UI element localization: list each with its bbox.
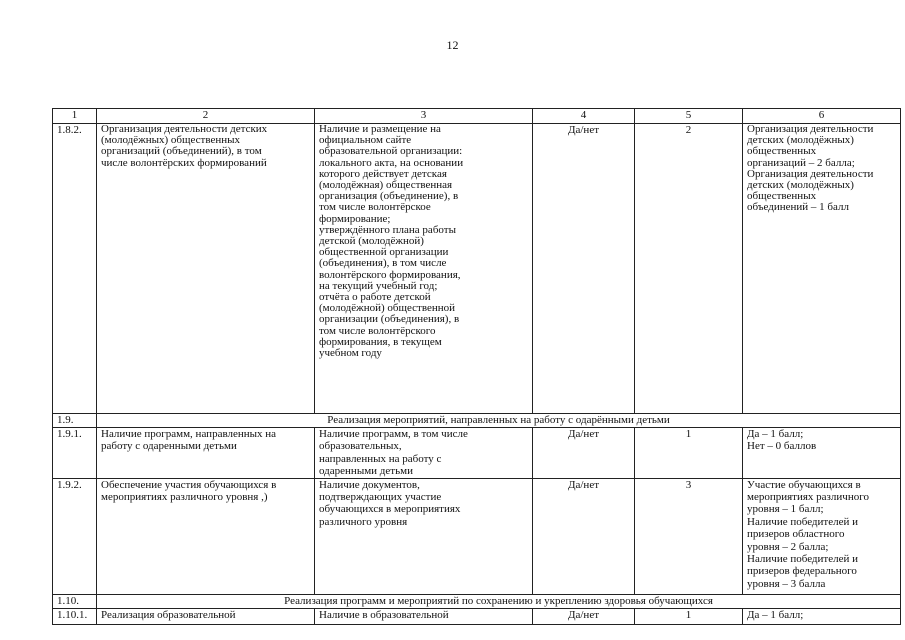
evidence-cell-line: локального акта, на основании [319,156,464,169]
item-number: 1.9.2. [53,478,97,594]
evidence-cell-line: организация (объединение), в [319,190,459,203]
criteria-cell-line: общественных [747,190,817,203]
section-title: Реализация мероприятий, направленных на работу с одарёнными детьми [97,414,901,428]
evidence-cell-line: Наличие в образовательной [319,608,449,621]
table-row [53,428,901,479]
section-number: 1.9. [53,414,97,428]
evidence-cell-line: различного уровня [319,515,408,528]
evidence-cell-line: официальном сайте [319,134,412,147]
criteria-cell-line: уровня – 1 балл; [747,503,824,516]
evidence-cell-line: направленных на работу с [319,452,442,465]
criteria-cell-line: организаций – 2 балла; [747,156,855,169]
indicator-cell-line: числе волонтёрских формирований [101,156,267,169]
evidence-cell-line: одаренными детьми [319,465,413,478]
indicator-cell-line: организаций (объединений), в том [101,145,262,158]
evidence-cell-line: утверждённого плана работы [319,223,456,236]
criteria-cell-line: Нет – 0 баллов [747,440,817,453]
indicator-cell-line: Реализация образовательной [101,608,236,621]
criteria-cell-line: уровня – 3 балла [747,577,826,590]
evidence-cell-line: образовательной организации: [319,145,463,158]
evidence-cell-line: (молодёжная) общественная [319,179,453,192]
header-cell: 5 [635,109,743,124]
evidence-cell-line: (молодёжной) общественной [319,302,456,315]
criteria-cell-line: Организация деятельности [747,123,874,135]
evidence-cell [315,478,533,594]
item-number: 1.10.1. [53,608,97,624]
table-row [53,608,901,624]
evidence-cell-line: обучающихся в мероприятиях [319,503,461,516]
evidence-cell-line: (объединения), в том числе [319,257,447,270]
criteria-cell-line: уровня – 2 балла; [747,540,829,553]
indicator-cell [97,124,315,414]
item-number: 1.9.1. [53,428,97,479]
evidence-cell-line: учебном году [319,347,382,360]
evidence-cell-line: формирования, в текущем [319,335,442,348]
criteria-cell [743,124,901,414]
criteria-cell-line: общественных [747,145,817,158]
section-row [53,414,901,428]
indicator-cell [97,428,315,479]
evidence-cell-line: которого действует детская [319,167,447,180]
section-row [53,594,901,608]
criteria-cell-line: Да – 1 балл; [747,428,804,440]
header-cell: 1 [53,109,97,124]
indicator-cell-line: (молодёжных) общественных [101,134,241,147]
criteria-cell-line: Наличие победителей и [747,515,858,528]
max-score-cell: 1 [635,608,743,624]
evidence-cell-line: организации (объединения), в [319,313,460,326]
measure-cell: Да/нет [533,608,635,624]
section-number: 1.10. [53,594,97,608]
indicator-cell-line: мероприятиях различного уровня ,) [101,491,268,504]
max-score-cell: 2 [635,124,743,414]
evidence-cell-line: отчёта о работе детской [319,291,431,304]
evidence-cell-line: Наличие и размещение на [319,123,441,135]
criteria-cell-line: призеров федерального [747,565,857,578]
criteria-cell-line: Да – 1 балл; [747,608,804,621]
criteria-cell-line: Участие обучающихся в [747,478,861,491]
item-number: 1.8.2. [53,124,97,414]
criteria-cell-line: детских (молодёжных) [747,134,854,147]
indicator-cell-line: Наличие программ, направленных на [101,428,277,440]
evidence-cell-line: детской (молодёжной) [319,235,424,248]
evidence-cell-line: образовательных, [319,440,402,453]
evidence-cell [315,428,533,479]
criteria-cell-line: призеров областного [747,528,845,541]
section-title: Реализация программ и мероприятий по сохранению и укреплению здоровья обучающихся [97,594,901,608]
criteria-cell [743,428,901,479]
measure-cell: Да/нет [533,124,635,414]
max-score-cell: 1 [635,428,743,479]
max-score-cell: 3 [635,478,743,594]
criteria-cell-line: Организация деятельности [747,167,874,180]
criteria-cell-line: мероприятиях различного [747,491,869,504]
criteria-cell-line: Наличие победителей и [747,553,858,566]
indicator-cell-line: Обеспечение участия обучающихся в [101,478,277,491]
evidence-cell-line: Наличие документов, [319,478,420,491]
evidence-cell-line: на текущий учебный год; [319,279,438,292]
header-cell: 4 [533,109,635,124]
criteria-cell [743,608,901,624]
table-row [53,124,901,414]
evidence-cell [315,124,533,414]
evidence-cell [315,608,533,624]
evidence-cell-line: Наличие программ, в том числе [319,428,468,440]
criteria-cell [743,478,901,594]
measure-cell: Да/нет [533,428,635,479]
measure-cell: Да/нет [533,478,635,594]
criteria-cell-line: объединений – 1 балл [747,201,849,214]
evidence-cell-line: формирование; [319,212,391,225]
header-cell: 6 [743,109,901,124]
table-row [53,478,901,594]
header-row [53,109,901,124]
indicator-cell-line: работу с одаренными детьми [101,440,237,453]
evidence-cell-line: волонтёрского формирования, [319,268,461,281]
criteria-table [52,108,901,625]
evidence-cell-line: том числе волонтёрское [319,201,431,214]
indicator-cell [97,478,315,594]
evidence-cell-line: подтверждающих участие [319,491,442,504]
criteria-cell-line: детских (молодёжных) [747,179,854,192]
page-number: 12 [446,38,459,52]
evidence-cell-line: том числе волонтёрского [319,324,436,337]
header-cell: 3 [315,109,533,124]
evidence-cell-line: общественной организации [319,246,449,259]
header-cell: 2 [97,109,315,124]
indicator-cell-line: Организация деятельности детских [101,123,268,135]
indicator-cell [97,608,315,624]
